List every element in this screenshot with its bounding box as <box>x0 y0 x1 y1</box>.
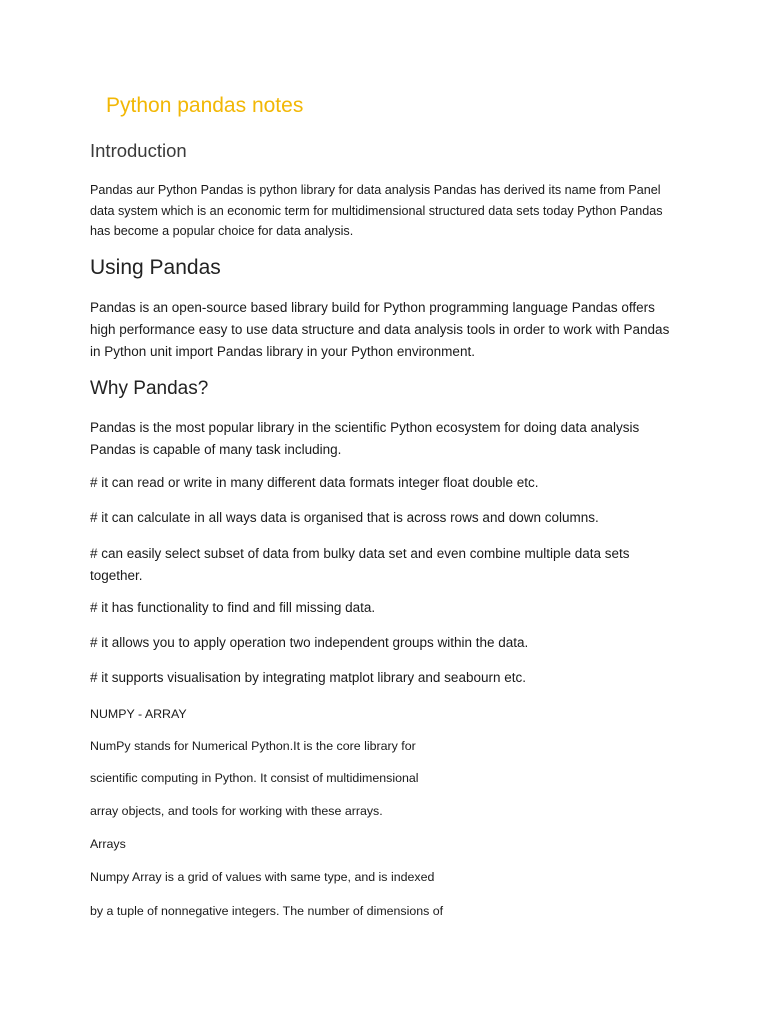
using-pandas-paragraph: Pandas is an open-source based library build for Python programming language Pandas offers high performance easy to use data structure and data analysis tools in order to work with Pandas in Python unit import Pandas library in your Python environment. <box>90 300 670 359</box>
numpy-line: array objects, and tools for working with these arrays. <box>90 804 383 818</box>
using-pandas-heading: Using Pandas <box>90 256 221 279</box>
bullet-item: # it supports visualisation by integrating matplot library and seabourn etc. <box>90 670 526 685</box>
bullet-item: # it can calculate in all ways data is organised that is across rows and down columns. <box>90 510 599 525</box>
bullet-item: # it has functionality to find and fill missing data. <box>90 600 376 615</box>
arrays-line: Numpy Array is a grid of values with same type, and is indexed <box>90 870 435 884</box>
arrays-line: by a tuple of nonnegative integers. The number of dimensions of <box>90 904 444 918</box>
why-pandas-paragraph: Pandas is the most popular library in the scientific Python ecosystem for doing data analysis Pandas is capable of many task including. <box>90 420 640 457</box>
bullet-item: # it can read or write in many different data formats integer float double etc. <box>90 475 539 490</box>
numpy-heading: NUMPY - ARRAY <box>90 707 187 721</box>
introduction-paragraph: Pandas aur Python Pandas is python library for data analysis Pandas has derived its name from Panel data system which is an economic term for multidimensional structured data sets today Python Pandas has become a popular choice for data analysis. <box>90 183 663 238</box>
document-title: Python pandas notes <box>106 94 304 117</box>
numpy-line: scientific computing in Python. It consist of multidimensional <box>90 771 419 785</box>
bullet-item: # it allows you to apply operation two independent groups within the data. <box>90 635 529 650</box>
why-pandas-heading: Why Pandas? <box>90 378 209 399</box>
bullet-item: # can easily select subset of data from bulky data set and even combine multiple data sets together. <box>90 546 630 583</box>
arrays-heading: Arrays <box>90 837 126 851</box>
numpy-line: NumPy stands for Numerical Python.It is the core library for <box>90 739 416 753</box>
introduction-heading: Introduction <box>90 140 187 161</box>
